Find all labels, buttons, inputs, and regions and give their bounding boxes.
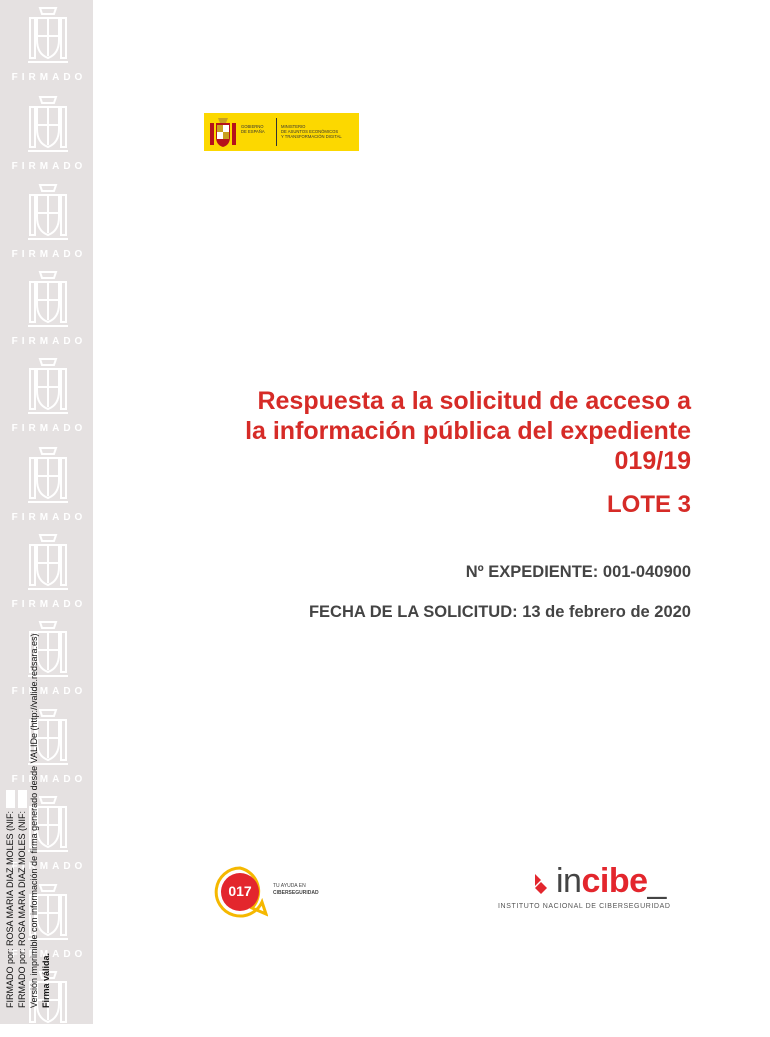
signature-line-2: FIRMADO por: ROSA MARIA DIAZ MOLES (NIF: <box>17 810 27 1008</box>
firmado-watermark-text: FIRMADO <box>11 249 87 260</box>
firmado-watermark-text: FIRMADO <box>11 512 87 523</box>
firmado-watermark-text: FIRMADO <box>11 423 87 434</box>
signature-line-3: Versión imprimible con información de firma generado desde VALIDe (http://valide.redsara.es) <box>29 633 39 1008</box>
firmado-watermark-text: FIRMADO <box>11 599 87 610</box>
logo-divider <box>276 118 277 146</box>
ministry-text: MINISTERIO DE ASUNTOS ECONÓMICOS Y TRANSFORMACIÓN DIGITAL <box>281 124 342 139</box>
title-line-1: Respuesta a la solicitud de acceso a <box>257 387 691 415</box>
gobierno-espana-logo <box>204 113 359 151</box>
expediente-row <box>131 563 691 582</box>
incibe-wordmark: incibe_ <box>556 862 666 900</box>
firmado-watermark-text: FIRMADO <box>11 336 87 347</box>
signature-text-lines <box>4 633 52 1008</box>
expediente-value: 001-040900 <box>602 563 691 581</box>
coat-of-arms-watermark-icon <box>26 183 70 245</box>
logo-017 <box>212 864 268 920</box>
incibe-subtitle: INSTITUTO NACIONAL DE CIBERSEGURIDAD <box>498 903 671 910</box>
signature-line-1: FIRMADO por: ROSA MARIA DIAZ MOLES (NIF: <box>5 810 15 1008</box>
fecha-label: FECHA DE LA SOLICITUD: <box>308 603 518 621</box>
coat-of-arms-watermark-icon <box>26 6 70 68</box>
title-line-2: la información pública del expediente <box>245 417 691 445</box>
incibe-diamond-icon <box>531 872 551 896</box>
coat-of-arms-icon <box>208 115 238 149</box>
firmado-watermark-text: FIRMADO <box>11 861 87 872</box>
gobierno-text: GOBIERNO DE ESPAÑA <box>241 124 265 134</box>
coat-of-arms-watermark-icon <box>26 95 70 157</box>
document-title <box>171 386 691 519</box>
logo-017-number: 017 <box>228 883 252 899</box>
lote-heading: LOTE 3 <box>606 491 691 518</box>
coat-of-arms-watermark-icon <box>26 533 70 595</box>
coat-of-arms-watermark-icon <box>26 357 70 419</box>
firmado-watermark-text: FIRMADO <box>11 774 87 785</box>
firmado-watermark-text: FIRMADO <box>11 161 87 172</box>
firmado-watermark-text: FIRMADO <box>11 686 87 697</box>
firmado-watermark-text: FIRMADO <box>11 72 87 83</box>
firmado-watermark-text: FIRMADO <box>11 949 87 960</box>
expediente-label: Nº EXPEDIENTE: <box>465 563 599 581</box>
redaction-box <box>18 790 27 808</box>
fecha-value: 13 de febrero de 2020 <box>522 603 691 621</box>
fecha-row <box>131 603 691 622</box>
logo-017-label: TU AYUDA EN CIBERSEGURIDAD <box>273 883 319 896</box>
coat-of-arms-watermark-icon <box>26 446 70 508</box>
coat-of-arms-watermark-icon <box>26 270 70 332</box>
signature-line-4: Firma válida. <box>41 952 51 1008</box>
redaction-box <box>6 790 15 808</box>
signature-side-strip <box>0 0 93 1024</box>
title-line-3: 019/19 <box>614 447 691 475</box>
